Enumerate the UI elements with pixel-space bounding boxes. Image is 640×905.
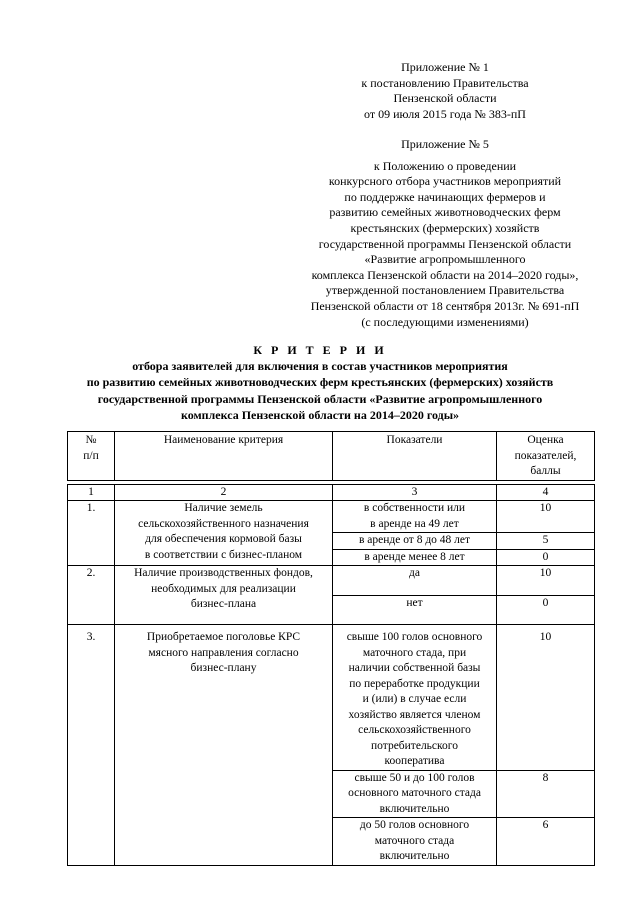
indicator-cell: в аренде от 8 до 48 лет [333, 533, 497, 550]
score-cell: 10 [497, 625, 595, 771]
header-criterion: Наименование критерия [115, 432, 333, 481]
row-number: 3. [68, 625, 115, 866]
appendix-1-line: к постановлению Правительства [361, 75, 529, 90]
appendix-5-line: крестьянских (фермерских) хозяйств [350, 220, 540, 235]
header-indicators: Показатели [333, 432, 497, 481]
indicator-cell: свыше 50 и до 100 голов основного маточного стада включительно [333, 770, 497, 818]
criterion-cell: Наличие производственных фондов, необходимых для реализации бизнес-плана [115, 566, 333, 625]
score-cell: 0 [497, 549, 595, 566]
criterion-cell: Приобретаемое поголовье КРС мясного направления согласно бизнес-плану [115, 625, 333, 866]
appendix-5-line: комплекса Пензенской области на 2014–2020 годы», [311, 267, 579, 282]
criterion-cell: Наличие земель сельскохозяйственного назначения для обеспечения кормовой базы в соответствии с бизнес-планом [115, 501, 333, 566]
row-number: 1. [68, 501, 115, 566]
indicator-cell: в аренде менее 8 лет [333, 549, 497, 566]
score-cell: 5 [497, 533, 595, 550]
score-cell: 6 [497, 818, 595, 866]
appendix-5-line: «Развитие агропромышленного [364, 252, 526, 267]
appendix-5-line: развитию семейных животноводческих ферм [329, 205, 561, 220]
header-score: Оценка показателей, баллы [497, 432, 595, 481]
indicator-cell: свыше 100 голов основного маточного стада, при наличии собственной базы по переработке продукции и (или) в случае если хозяйство является членом сельскохозяйственного потребительского кооператива [333, 625, 497, 771]
indicator-cell: нет [333, 595, 497, 625]
col-number: 3 [333, 484, 497, 501]
appendix-5-line: утвержденной постановлением Правительства [325, 283, 565, 298]
score-cell: 8 [497, 770, 595, 818]
appendix-5-block [290, 137, 600, 330]
header-row [68, 432, 595, 481]
appendix-1-block [290, 60, 600, 122]
criteria-table [67, 431, 595, 866]
appendix-1-line: Приложение № 1 [401, 60, 489, 74]
appendix-1-line: от 09 июля 2015 года № 383-пП [364, 106, 526, 121]
appendix-5-line: Приложение № 5 [401, 137, 489, 151]
col-number: 4 [497, 484, 595, 501]
document-title [60, 342, 580, 423]
title-line: отбора заявителей для включения в состав участников мероприятия [132, 359, 508, 374]
indicator-cell: да [333, 566, 497, 596]
appendix-5-line: к Положению о проведении [373, 158, 517, 173]
col-number: 2 [115, 484, 333, 501]
table-row [68, 501, 595, 533]
appendix-5-line: государственной программы Пензенской области [318, 236, 572, 251]
indicator-cell: в собственности или в аренде на 49 лет [333, 501, 497, 533]
column-number-row [68, 484, 595, 501]
title-line: комплекса Пензенской области на 2014–2020 годы» [180, 407, 460, 422]
title-heading: К Р И Т Е Р И И [253, 343, 387, 357]
appendix-5-line: Пензенской области от 18 сентября 2013г. № 691-пП [310, 298, 580, 313]
row-number: 2. [68, 566, 115, 625]
score-cell: 10 [497, 501, 595, 533]
appendix-5-line: конкурсного отбора участников мероприятий [328, 174, 562, 189]
col-number: 1 [68, 484, 115, 501]
title-line: государственной программы Пензенской области «Развитие агропромышленного [97, 391, 543, 406]
title-line: по развитию семейных животноводческих ферм крестьянских (фермерских) хозяйств [86, 375, 554, 390]
indicator-cell: до 50 голов основного маточного стада включительно [333, 818, 497, 866]
appendix-5-line: (с последующими изменениями) [361, 314, 529, 329]
appendix-1-line: Пензенской области [393, 91, 497, 106]
score-cell: 0 [497, 595, 595, 625]
appendix-5-line: по поддержке начинающих фермеров и [344, 189, 546, 204]
header-num: № п/п [68, 432, 115, 481]
table-row [68, 625, 595, 771]
table-row [68, 566, 595, 596]
score-cell: 10 [497, 566, 595, 596]
